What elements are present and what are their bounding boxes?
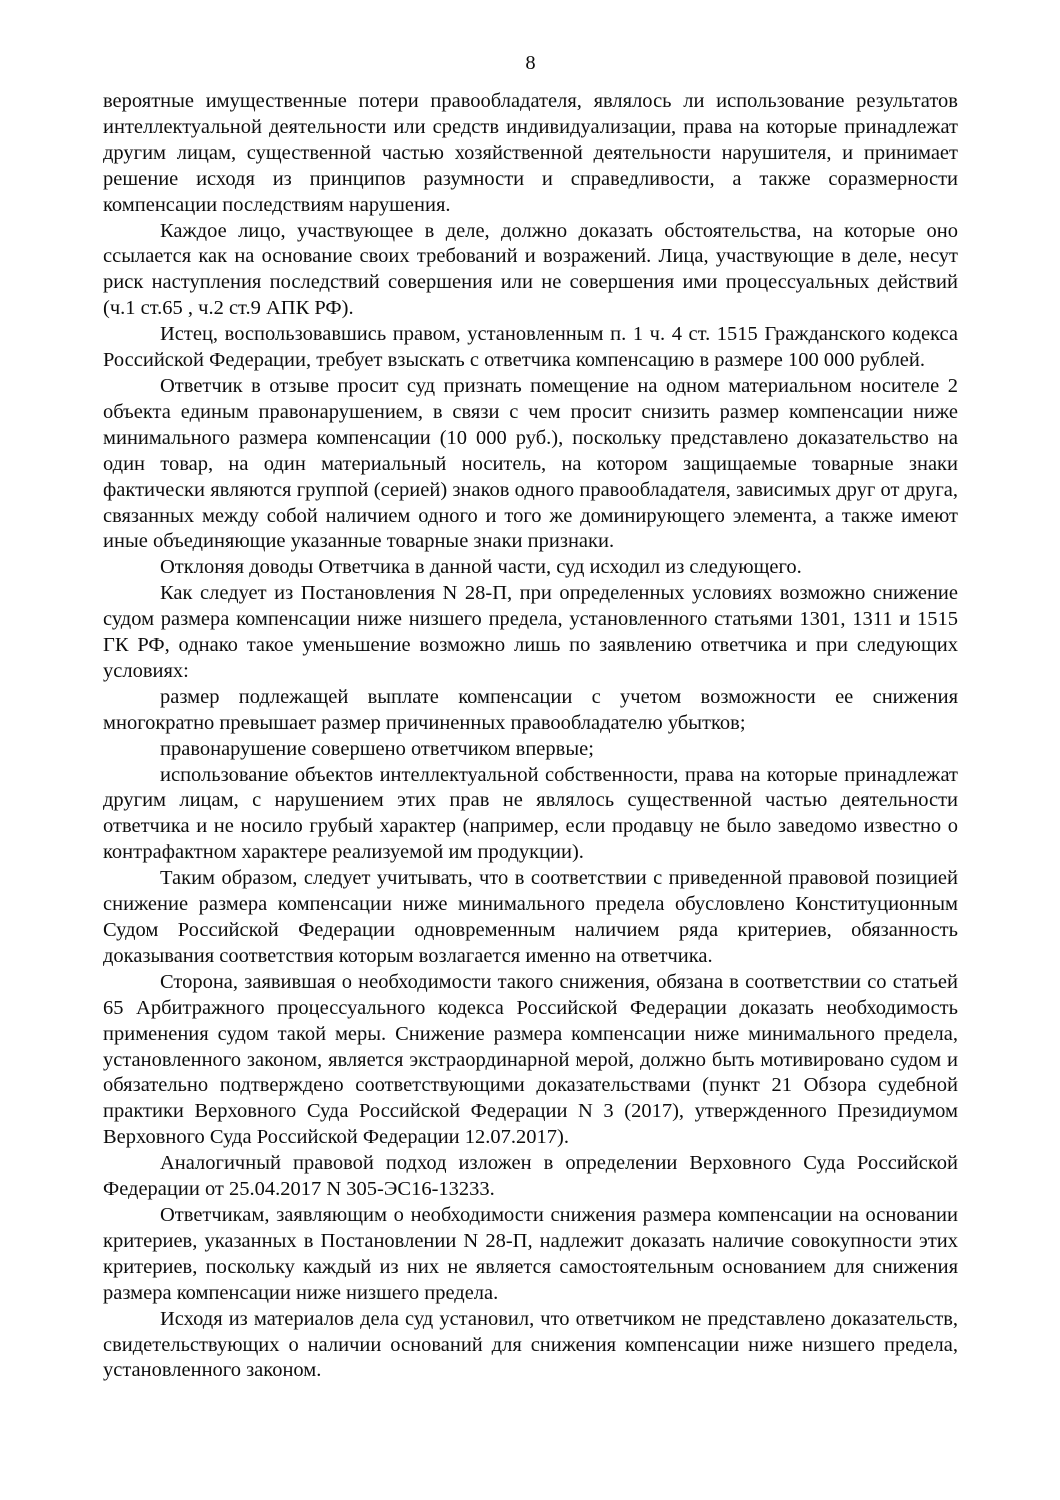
paragraph: Как следует из Постановления N 28-П, при определенных условиях возможно снижение судом размера компенсации ниже низшего предела, установленного статьями 1301, 1311 и 1515 ГК РФ, однако такое уменьшение возможно лишь по заявлению ответчика и при следующих условиях:: [103, 582, 958, 682]
paragraph: Сторона, заявившая о необходимости такого снижения, обязана в соответствии со статьей 65 Арбитражного процессуального кодекса Российской Федерации доказать необходимость применения судом такой меры. Снижение размера компенсации ниже минимального предела, установленного законом, является экстраординарной мерой, должно быть мотивировано судом и обязательно подтверждено соответствующими доказательствами (пункт 21 Обзора судебной практики Верховного Суда Российской Федерации N 3 (2017), утвержденного Президиумом Верховного Суда Российской Федерации 12.07.2017).: [103, 970, 958, 1149]
paragraph: Исходя из материалов дела суд установил, что ответчиком не представлено доказательств, свидетельствующих о наличии оснований для снижения компенсации ниже низшего предела, установленного законом.: [103, 1307, 958, 1382]
paragraph: Каждое лицо, участвующее в деле, должно доказать обстоятельства, на которые оно ссылается как на основание своих требований и возражений. Лица, участвующие в деле, несут риск наступления последствий совершения или не совершения ими процессуальных действий (ч.1 ст.65 , ч.2 ст.9 АПК РФ).: [103, 219, 958, 320]
paragraph: Ответчикам, заявляющим о необходимости снижения размера компенсации на основании критериев, указанных в Постановлении N 28-П, надлежит доказать наличие совокупности этих критериев, поскольку каждый из них не является самостоятельным основанием для снижения размера компенсации ниже низшего предела.: [103, 1203, 958, 1304]
paragraph: использование объектов интеллектуальной собственности, права на которые принадлежат другим лицам, с нарушением этих прав не являлось существенной частью деятельности ответчика и не носило грубый характер (например, если продавцу не было заведомо известно о контрафактном характере реализуемой им продукции).: [103, 763, 958, 864]
paragraph: Отклоняя доводы Ответчика в данной части, суд исходил из следующего.: [160, 556, 802, 579]
paragraph: правонарушение совершено ответчиком впервые;: [160, 737, 594, 760]
page-number: 8: [525, 52, 536, 74]
document-text: [103, 89, 958, 1384]
paragraph: Истец, воспользовавшись правом, установленным п. 1 ч. 4 ст. 1515 Гражданского кодекса Российской Федерации, требует взыскать с ответчика компенсацию в размере 100 000 рублей.: [103, 323, 958, 372]
paragraph: размер подлежащей выплате компенсации с учетом возможности ее снижения многократно превышает размер причиненных правообладателю убытков;: [103, 685, 958, 734]
paragraph: вероятные имущественные потери правообладателя, являлось ли использование результатов интеллектуальной деятельности или средств индивидуализации, права на которые принадлежат другим лицам, существенной частью хозяйственной деятельности нарушителя, и принимает решение исходя из принципов разумности и справедливости, а также соразмерности компенсации последствиям нарушения.: [103, 90, 958, 216]
paragraph: Аналогичный правовой подход изложен в определении Верховного Суда Российской Федерации от 25.04.2017 N 305-ЭС16-13233.: [103, 1152, 958, 1201]
paragraph: Ответчик в отзыве просит суд признать помещение на одном материальном носителе 2 объекта единым правонарушением, в связи с чем просит снизить размер компенсации ниже минимального размера компенсации (10 000 руб.), поскольку представлено доказательство на один товар, на один материальный носитель, на котором защищаемые товарные знаки фактически являются группой (серией) знаков одного правообладателя, зависимых друг от друга, связанных между собой наличием одного и того же доминирующего элемента, а также имеют иные объединяющие указанные товарные знаки признаки.: [103, 374, 958, 553]
paragraph: Таким образом, следует учитывать, что в соответствии с приведенной правовой позицией снижение размера компенсации ниже минимального предела обусловлено Конституционным Судом Российской Федерации одновременным наличием ряда критериев, обязанность доказывания соответствия которым возлагается именно на ответчика.: [103, 867, 958, 967]
